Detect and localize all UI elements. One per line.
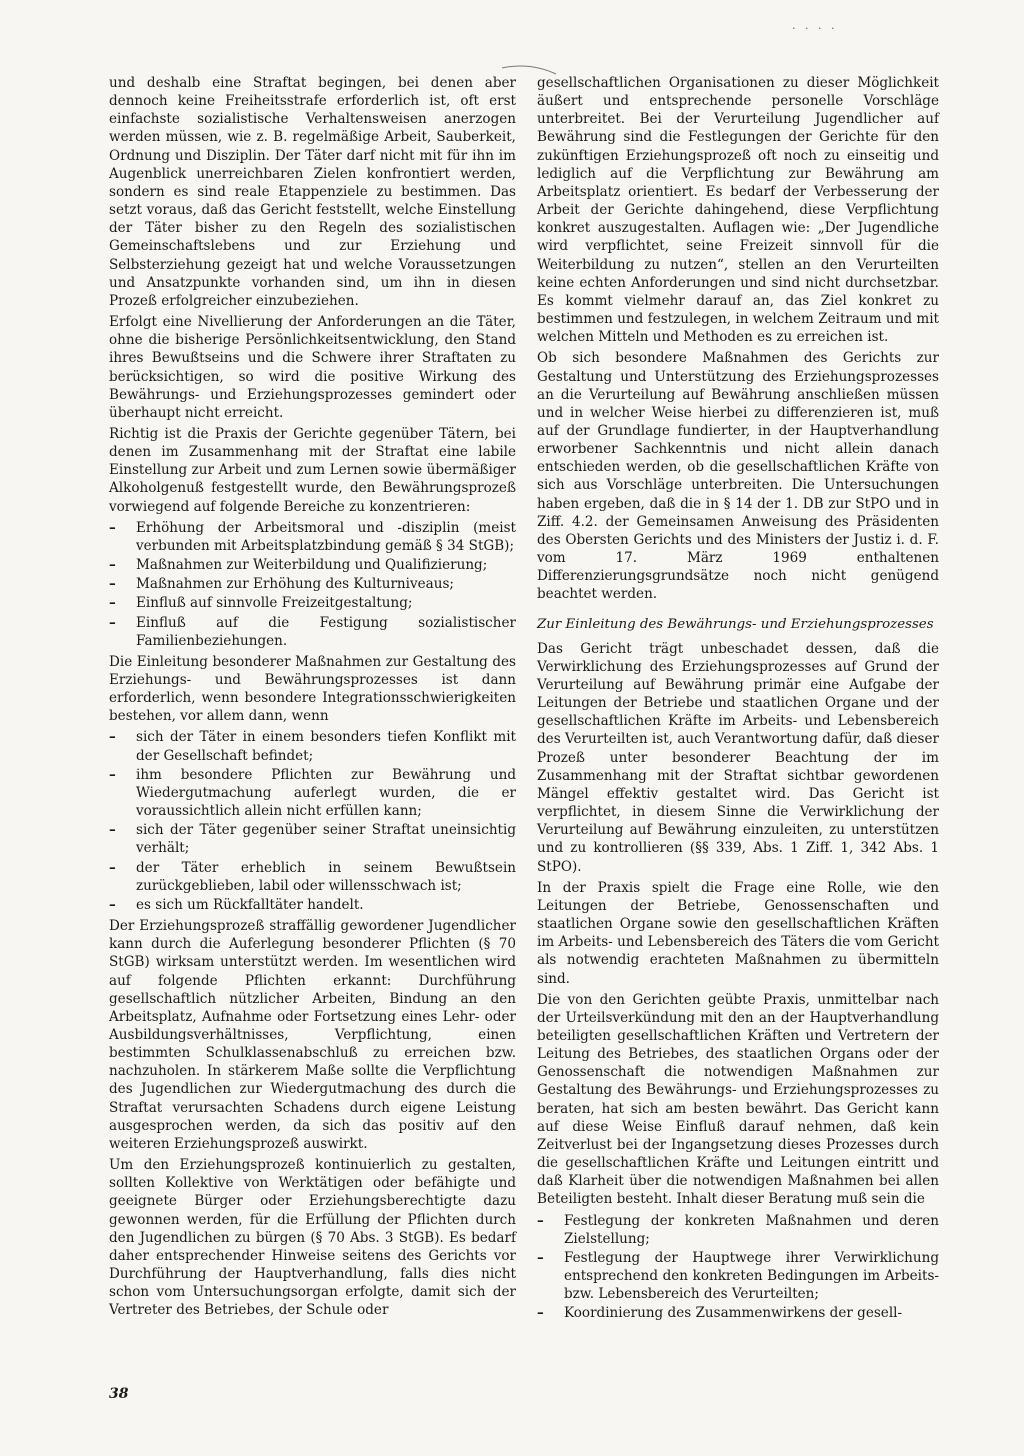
paragraph: Der Erziehungsprozeß straffällig gewordener Jugendlicher kann durch die Auferlegung besonderer Pflichten (§ 70 StGB) wirksam unterstützt werden. Im wesentlichen wird auf folgende Pflichten erkannt: Durchführung gesellschaftlich nützlicher Arbeiten, Bindung an den Arbeitsplatz, Aufnahme oder Fortsetzung eines Lehr- oder Ausbildungsverhältnisses, Verpflichtung, einen bestimmten Schulklassenabschluß zu erreichen bzw. nachzuholen. In stärkerem Maße sollte die Verpflichtung des Jugendlichen zur Wiedergutmachung des durch die Straftat verursachten Schadens durch eigene Leistung ausgesprochen werden, da sich das positiv auf den weiteren Erziehungsprozeß auswirkt.: [109, 918, 516, 1152]
list-item: – Maßnahmen zur Weiterbildung und Qualifizierung;: [109, 556, 516, 574]
decorative-dots: · · · ·: [792, 22, 838, 35]
list-item: – sich der Täter in einem besonders tiefen Konflikt mit der Gesellschaft befindet;: [109, 728, 516, 764]
list-item: – sich der Täter gegenüber seiner Straftat uneinsichtig verhält;: [109, 821, 516, 857]
paragraph: Erfolgt eine Nivellierung der Anforderungen an die Täter, ohne die bisherige Persönlichkeitsentwicklung, den Stand ihres Bewußtseins und die Schwere ihrer Straftaten zu berücksichtigen, so wird die positive Wirkung des Bewährungs- und Erziehungsprozesses gemindert oder überhaupt nicht erreicht.: [109, 314, 516, 421]
list-item: – ihm besondere Pflichten zur Bewährung und Wiedergutmachung auferlegt wurden, die er voraussichtlich allein nicht erfüllen kann;: [109, 766, 516, 820]
list-item: – Festlegung der konkreten Maßnahmen und deren Zielstellung;: [537, 1212, 939, 1248]
list-item: – Erhöhung der Arbeitsmoral und -disziplin (meist verbunden mit Arbeitsplatzbindung gemäß § 34 StGB);: [109, 519, 516, 555]
list-item: – Einfluß auf sinnvolle Freizeitgestaltung;: [109, 594, 516, 612]
section-heading: Zur Einleitung des Bewährungs- und Erziehungsprozesses: [537, 616, 934, 632]
bullet-list: [109, 728, 516, 914]
paragraph: Richtig ist die Praxis der Gerichte gegenüber Tätern, bei denen im Zusammenhang mit der Straftat eine labile Einstellung zur Arbeit und zum Lernen sowie übermäßiger Alkoholgenuß festgestellt wurde, den Bewährungsprozeß vorwiegend auf folgende Bereiche zu konzentrieren:: [109, 425, 516, 515]
paragraph: Die von den Gerichten geübte Praxis, unmittelbar nach der Urteilsverkündung mit den an der Hauptverhandlung beteiligten gesellschaftlichen Kräften und Vertretern der Leitung des Betriebes, des staatlichen Organs oder der Genossenschaft die notwendigen Maßnahmen zur Gestaltung des Bewährungs- und Erziehungsprozesses zu beraten, hat sich am besten bewährt. Das Gericht kann auf diese Weise Einfluß darauf nehmen, daß kein Zeitverlust bei der Ingangsetzung dieses Prozesses durch die gesellschaftlichen Kräfte und Leitungen eintritt und daß Klarheit über die notwendigen Maßnahmen bei allen Beteiligten besteht. Inhalt dieser Beratung muß sein die: [537, 991, 939, 1208]
list-item: – Maßnahmen zur Erhöhung des Kulturniveaus;: [109, 575, 516, 593]
paragraph: In der Praxis spielt die Frage eine Rolle, wie den Leitungen der Betriebe, Genossenschaften und staatlichen Organe sowie den gesellschaftlichen Kräften im Arbeits- und Lebensbereich des Täters die vom Gericht als notwendig erachteten Maßnahmen zu übermitteln sind.: [537, 879, 939, 987]
paragraph: Ob sich besondere Maßnahmen des Gerichts zur Gestaltung und Unterstützung des Erziehungsprozesses an die Verurteilung auf Bewährung anschließen müssen und in welcher Weise hierbei zu differenzieren ist, muß auf der Grundlage fundierter, in der Hauptverhandlung erworbener Sachkenntnis und nicht allein danach entschieden werden, ob die gesellschaftlichen Kräfte von sich aus Vorschläge unterbreiten. Die Untersuchungen haben ergeben, daß die in § 14 der 1. DB zur StPO und in Ziff. 4.2. der Gemeinsamen Anweisung des Präsidenten des Obersten Gerichts und des Ministers der Justiz i. d. F. vom 17. März 1969 enthaltenen Differenzierungsgrundsätze noch nicht genügend beachtet werden.: [537, 350, 939, 603]
list-item: – der Täter erheblich in seinem Bewußtsein zurückgeblieben, labil oder willensschwach ist;: [109, 859, 516, 895]
left-column: [109, 74, 516, 1319]
bullet-list: [109, 519, 516, 650]
paragraph: Die Einleitung besonderer Maßnahmen zur Gestaltung des Erziehungs- und Bewährungsprozesses ist dann erforderlich, wenn besondere Integrationsschwierigkeiten bestehen, vor allem dann, wenn: [109, 653, 516, 725]
paragraph: Um den Erziehungsprozeß kontinuierlich zu gestalten, sollten Kollektive von Werktätigen oder befähigte und geeignete Bürger oder Erziehungsberechtigte dazu gewonnen werden, für die Erfüllung der Pflichten durch den Jugendlichen zu bürgen (§ 70 Abs. 3 StGB). Es bedarf daher entsprechender Hinweise seitens des Gerichts vor Durchführung der Hauptverhandlung, falls dies nicht schon vom Untersuchungsorgan erfolgte, damit sich der Vertreter des Betriebes, der Schule oder: [109, 1157, 516, 1319]
list-item: – Einfluß auf die Festigung sozialistischer Familienbeziehungen.: [109, 614, 516, 650]
right-column: [537, 74, 939, 1323]
bullet-list: [537, 1212, 939, 1323]
list-item: – Koordinierung des Zusammenwirkens der gesell-: [537, 1304, 939, 1322]
paragraph: Das Gericht trägt unbeschadet dessen, daß die Verwirklichung des Erziehungsprozesses auf Grund der Verurteilung auf Bewährung primär eine Aufgabe der Leitungen der Betriebe und staatlichen Organe und der gesellschaftlichen Kräfte im Arbeits- und Lebensbereich des Verurteilten ist, auch Verantwortung dafür, daß dieser Prozeß unter besonderer Beachtung der im Zusammenhang mit der Straftat sichtbar gewordenen Mängel effektiv gestaltet wird. Das Gericht ist verpflichtet, in diesem Sinne die Verwirklichung der Verurteilung auf Bewährung einzuleiten, zu unterstützen und zu kontrollieren (§§ 339, Abs. 1 Ziff. 1, 342 Abs. 1 StPO).: [537, 640, 939, 875]
list-item: – Festlegung der Hauptwege ihrer Verwirklichung entsprechend den konkreten Bedingungen im Arbeits- bzw. Lebensbereich des Verurteilten;: [537, 1249, 939, 1303]
paragraph: gesellschaftlichen Organisationen zu dieser Möglichkeit äußert und entsprechende personelle Vorschläge unterbreitet. Bei der Verurteilung Jugendlicher auf Bewährung sind die Festlegungen der Gerichte für den zukünftigen Erziehungsprozeß oft noch zu einseitig und lediglich auf die Verpflichtung zur Bewährung am Arbeitsplatz orientiert. Es bedarf der Verbesserung der Arbeit der Gerichte dahingehend, diese Verpflichtung konkret auszugestalten. Auflagen wie: „Der Jugendliche wird verpflichtet, seine Freizeit sinnvoll für die Weiterbildung zu nutzen“, stellen an den Verurteilten keine echten Anforderungen und sind nicht durchsetzbar. Es kommt vielmehr darauf an, das Ziel konkret zu bestimmen und festzulegen, in welchem Zeitraum und mit welchen Mitteln und Methoden es zu erreichen ist.: [537, 75, 939, 346]
list-item: – es sich um Rückfalltäter handelt.: [109, 896, 516, 914]
page-number: 38: [109, 1386, 129, 1402]
paragraph: und deshalb eine Straftat begingen, bei denen aber dennoch keine Freiheitsstrafe erforderlich ist, oft erst einfachste sozialistische Verhaltensweisen anerzogen werden müssen, wie z. B. regelmäßige Arbeit, Sauberkeit, Ordnung und Disziplin. Der Täter darf nicht mit für ihn im Augenblick unerreichbaren Zielen konfrontiert werden, sondern es sind reale Etappenziele zu bestimmen. Das setzt voraus, daß das Gericht feststellt, welche Einstellung der Täter bisher zu den Regeln des sozialistischen Gemeinschaftslebens und zur Erziehung und Selbsterziehung gezeigt hat und welche Voraussetzungen und Ansatzpunkte vorhanden sind, um ihn in diesen Prozeß erfolgreicher einzubeziehen.: [109, 75, 516, 309]
